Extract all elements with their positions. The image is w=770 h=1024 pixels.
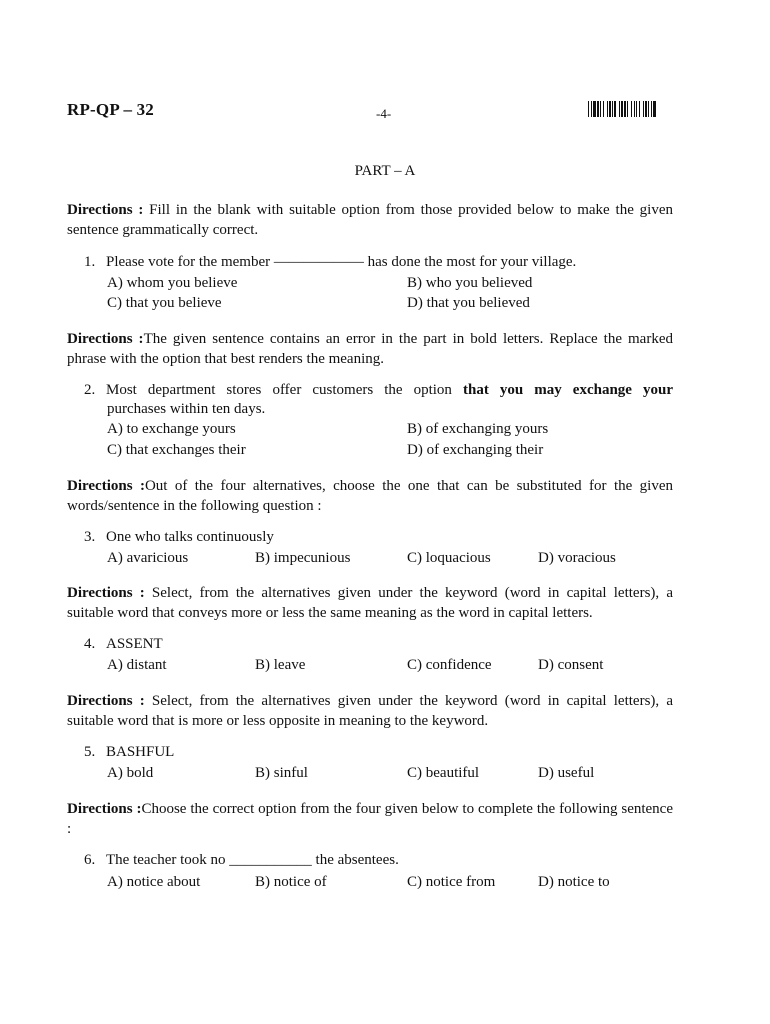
option-a: A) to exchange yours [107, 421, 236, 437]
part-title: PART – A [354, 163, 416, 179]
option-d: D) of exchanging their [407, 442, 544, 458]
option-c: C) confidence [407, 657, 492, 673]
question-number: 2. [84, 382, 96, 398]
option-c: C) loquacious [407, 550, 491, 566]
option-a: A) avaricious [107, 550, 189, 566]
directions-6 [67, 799, 673, 839]
question-5 [84, 742, 674, 762]
option-d: D) voracious [538, 550, 616, 566]
question-text: Please vote for the member —————— has done the most for your village. [106, 254, 577, 270]
barcode-image [588, 101, 704, 117]
question-number: 5. [84, 744, 96, 760]
directions-text: The given sentence contains an error in the part in bold letters. Replace the marked phrase with the option that best renders the meaning. [67, 331, 673, 367]
directions-text: Fill in the blank with suitable option from those provided below to make the given sentence grammatically correct. [67, 202, 673, 238]
option-c: C) that exchanges their [107, 442, 246, 458]
option-d: D) that you believed [407, 295, 530, 311]
option-b: B) notice of [255, 874, 327, 890]
option-b: B) who you believed [407, 275, 533, 291]
paper-code: RP-QP – 32 [67, 100, 154, 119]
question-text: Most department stores offer customers the option [106, 382, 463, 398]
directions-label: Directions : [67, 331, 144, 347]
directions-label: Directions : [67, 693, 145, 709]
directions-1 [67, 200, 673, 240]
directions-text: Select, from the alternatives given under the keyword (word in capital letters), a suitable word that conveys more or less the same meaning as the word in capital letters. [67, 585, 673, 621]
question-text: The teacher took no ___________ the absentees. [106, 852, 399, 868]
question-number: 4. [84, 636, 96, 652]
directions-text: Choose the correct option from the four given below to complete the following sentence : [67, 801, 673, 837]
directions-label: Directions : [67, 202, 144, 218]
question-1 [84, 252, 674, 272]
option-a: A) bold [107, 765, 154, 781]
option-b: B) impecunious [255, 550, 351, 566]
directions-text: Select, from the alternatives given under the keyword (word in capital letters), a suitable word that is more or less opposite in meaning to the keyword. [67, 693, 673, 729]
directions-3 [67, 476, 673, 516]
directions-5 [67, 691, 673, 731]
directions-label: Directions : [67, 801, 142, 817]
option-d: D) useful [538, 765, 595, 781]
question-text: ASSENT [106, 636, 163, 652]
directions-4 [67, 583, 673, 623]
question-2 [84, 380, 673, 400]
question-3 [84, 527, 674, 547]
option-a: A) whom you believe [107, 275, 238, 291]
option-c: C) that you believe [107, 295, 222, 311]
question-4 [84, 634, 674, 654]
option-a: A) distant [107, 657, 167, 673]
question-number: 1. [84, 254, 96, 270]
question-text: One who talks continuously [106, 529, 274, 545]
directions-label: Directions : [67, 585, 145, 601]
question-bold-phrase: that you may exchange your [462, 382, 673, 398]
option-c: C) notice from [407, 874, 496, 890]
option-b: B) sinful [255, 765, 308, 781]
question-number: 3. [84, 529, 96, 545]
page-number: -4- [376, 106, 392, 121]
option-c: C) beautiful [407, 765, 480, 781]
directions-label: Directions : [67, 478, 145, 494]
option-b: B) of exchanging yours [407, 421, 549, 437]
option-b: B) leave [255, 657, 306, 673]
question-number: 6. [84, 852, 96, 868]
option-d: D) consent [538, 657, 604, 673]
question-2-continuation: purchases within ten days. [107, 401, 266, 417]
question-6 [84, 850, 674, 870]
question-text: BASHFUL [106, 744, 175, 760]
option-a: A) notice about [107, 874, 201, 890]
directions-2 [67, 329, 673, 369]
directions-text: Out of the four alternatives, choose the one that can be substituted for the given words/sentence in the following question : [67, 478, 673, 514]
option-d: D) notice to [538, 874, 610, 890]
